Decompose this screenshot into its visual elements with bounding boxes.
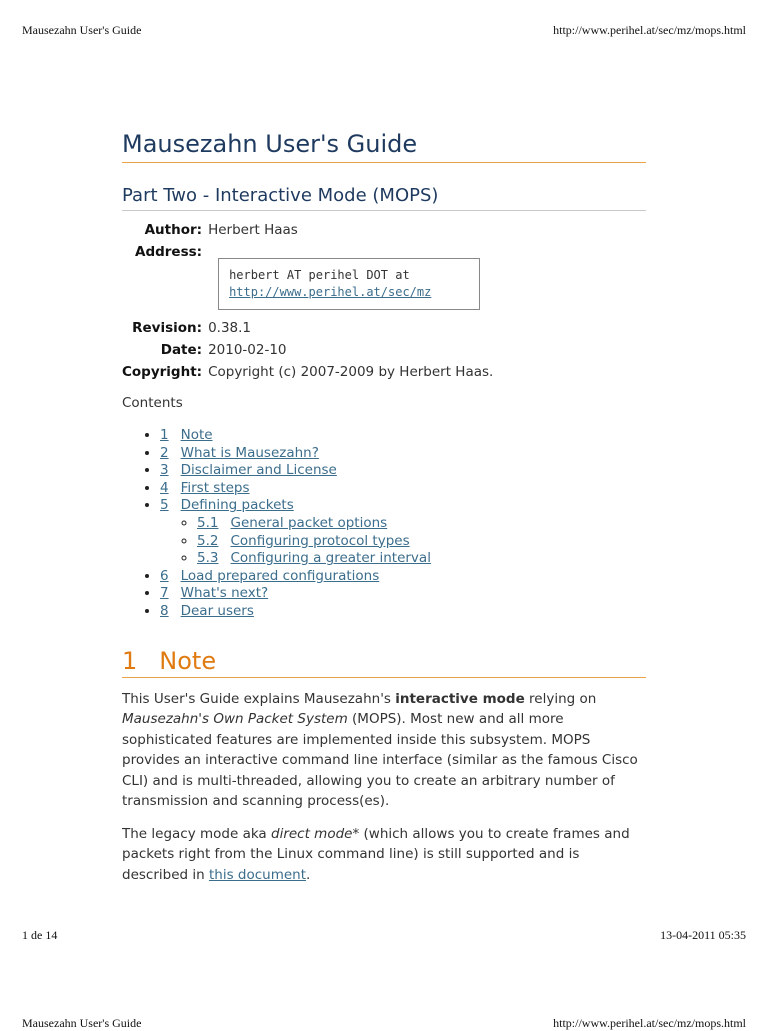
- revision-value: 0.38.1: [208, 320, 252, 336]
- address-link[interactable]: http://www.perihel.at/sec/mz: [229, 285, 432, 299]
- toc-sublist: [160, 515, 646, 568]
- toc-item: [160, 585, 646, 603]
- document-page: [122, 130, 646, 885]
- docinfo-address-row: [122, 241, 493, 317]
- toc-item: [160, 497, 646, 567]
- toc-item: [160, 480, 646, 498]
- toc-item: [160, 568, 646, 586]
- toc-link-what-is-mausezahn[interactable]: 2 What is Mausezahn?: [160, 444, 319, 461]
- toc-item: [160, 462, 646, 480]
- page-count: 1 de 14: [22, 928, 58, 942]
- copyright-value: Copyright (c) 2007-2009 by Herbert Haas.: [208, 364, 494, 380]
- section-paragraph: The legacy mode aka direct mode* (which allows you to create frames and packets right from the Linux command line) is still supported and is described in this document.: [122, 825, 630, 883]
- toc-link-whats-next[interactable]: 7 What's next?: [160, 585, 269, 602]
- toc-item: [160, 603, 646, 621]
- toc-link-load-configs[interactable]: 6 Load prepared configurations: [160, 567, 380, 584]
- docinfo-revision-row: [122, 317, 493, 339]
- address-email: herbert AT perihel DOT at: [229, 268, 410, 282]
- toc-subitem: [197, 515, 646, 533]
- next-page-header-url: http://www.perihel.at/sec/mz/mops.html: [553, 1016, 746, 1030]
- print-footer: [22, 928, 746, 943]
- toc-item: [160, 445, 646, 463]
- copyright-label: Copyright:: [122, 364, 203, 380]
- toc-link-greater-interval[interactable]: 5.3 Configuring a greater interval: [197, 550, 431, 567]
- toc-link-general-options[interactable]: 5.1 General packet options: [197, 514, 388, 531]
- toc-item: [160, 427, 646, 445]
- date-value: 2010-02-10: [208, 342, 287, 358]
- docinfo-copyright-row: [122, 361, 493, 383]
- address-label: Address:: [135, 244, 203, 260]
- this-document-link[interactable]: this document: [208, 866, 307, 883]
- document-title: Mausezahn User's Guide: [122, 130, 646, 163]
- table-of-contents: [122, 427, 646, 621]
- print-header: [22, 23, 746, 38]
- section-heading-note: 1 Note: [122, 647, 646, 678]
- author-value: Herbert Haas: [208, 222, 298, 238]
- author-label: Author:: [144, 222, 203, 238]
- toc-subitem: [197, 550, 646, 568]
- toc-link-dear-users[interactable]: 8 Dear users: [160, 602, 254, 619]
- toc-subitem: [197, 533, 646, 551]
- toc-link-disclaimer[interactable]: 3 Disclaimer and License: [160, 462, 337, 479]
- toc-link-protocol-types[interactable]: 5.2 Configuring protocol types: [197, 532, 410, 549]
- docinfo-date-row: [122, 339, 493, 361]
- toc-link-defining-packets[interactable]: 5 Defining packets: [160, 497, 294, 514]
- print-header-url: http://www.perihel.at/sec/mz/mops.html: [553, 23, 746, 37]
- section-paragraph: This User's Guide explains Mausezahn's interactive mode relying on Mausezahn's Own Packet System (MOPS). Most new and all more sophisticated features are implemented inside this subsystem. MOPS provides an interactive command line interface (similar as the famous Cisco CLI) and is multi-threaded, allowing you to create an arbitrary number of transmission and scanning process(es).: [122, 690, 638, 810]
- docinfo-table: [122, 219, 493, 383]
- toc-link-note[interactable]: 1 Note: [160, 427, 213, 443]
- contents-title: Contents: [122, 395, 183, 411]
- print-header-title: Mausezahn User's Guide: [22, 23, 142, 37]
- document-subtitle: Part Two - Interactive Mode (MOPS): [122, 185, 646, 211]
- docinfo-author-row: [122, 219, 493, 241]
- address-block: [218, 258, 480, 310]
- toc-link-first-steps[interactable]: 4 First steps: [160, 479, 250, 496]
- next-page-header-title: Mausezahn User's Guide: [22, 1016, 142, 1030]
- print-timestamp: 13-04-2011 05:35: [660, 928, 746, 942]
- revision-label: Revision:: [132, 320, 203, 336]
- date-label: Date:: [160, 342, 203, 358]
